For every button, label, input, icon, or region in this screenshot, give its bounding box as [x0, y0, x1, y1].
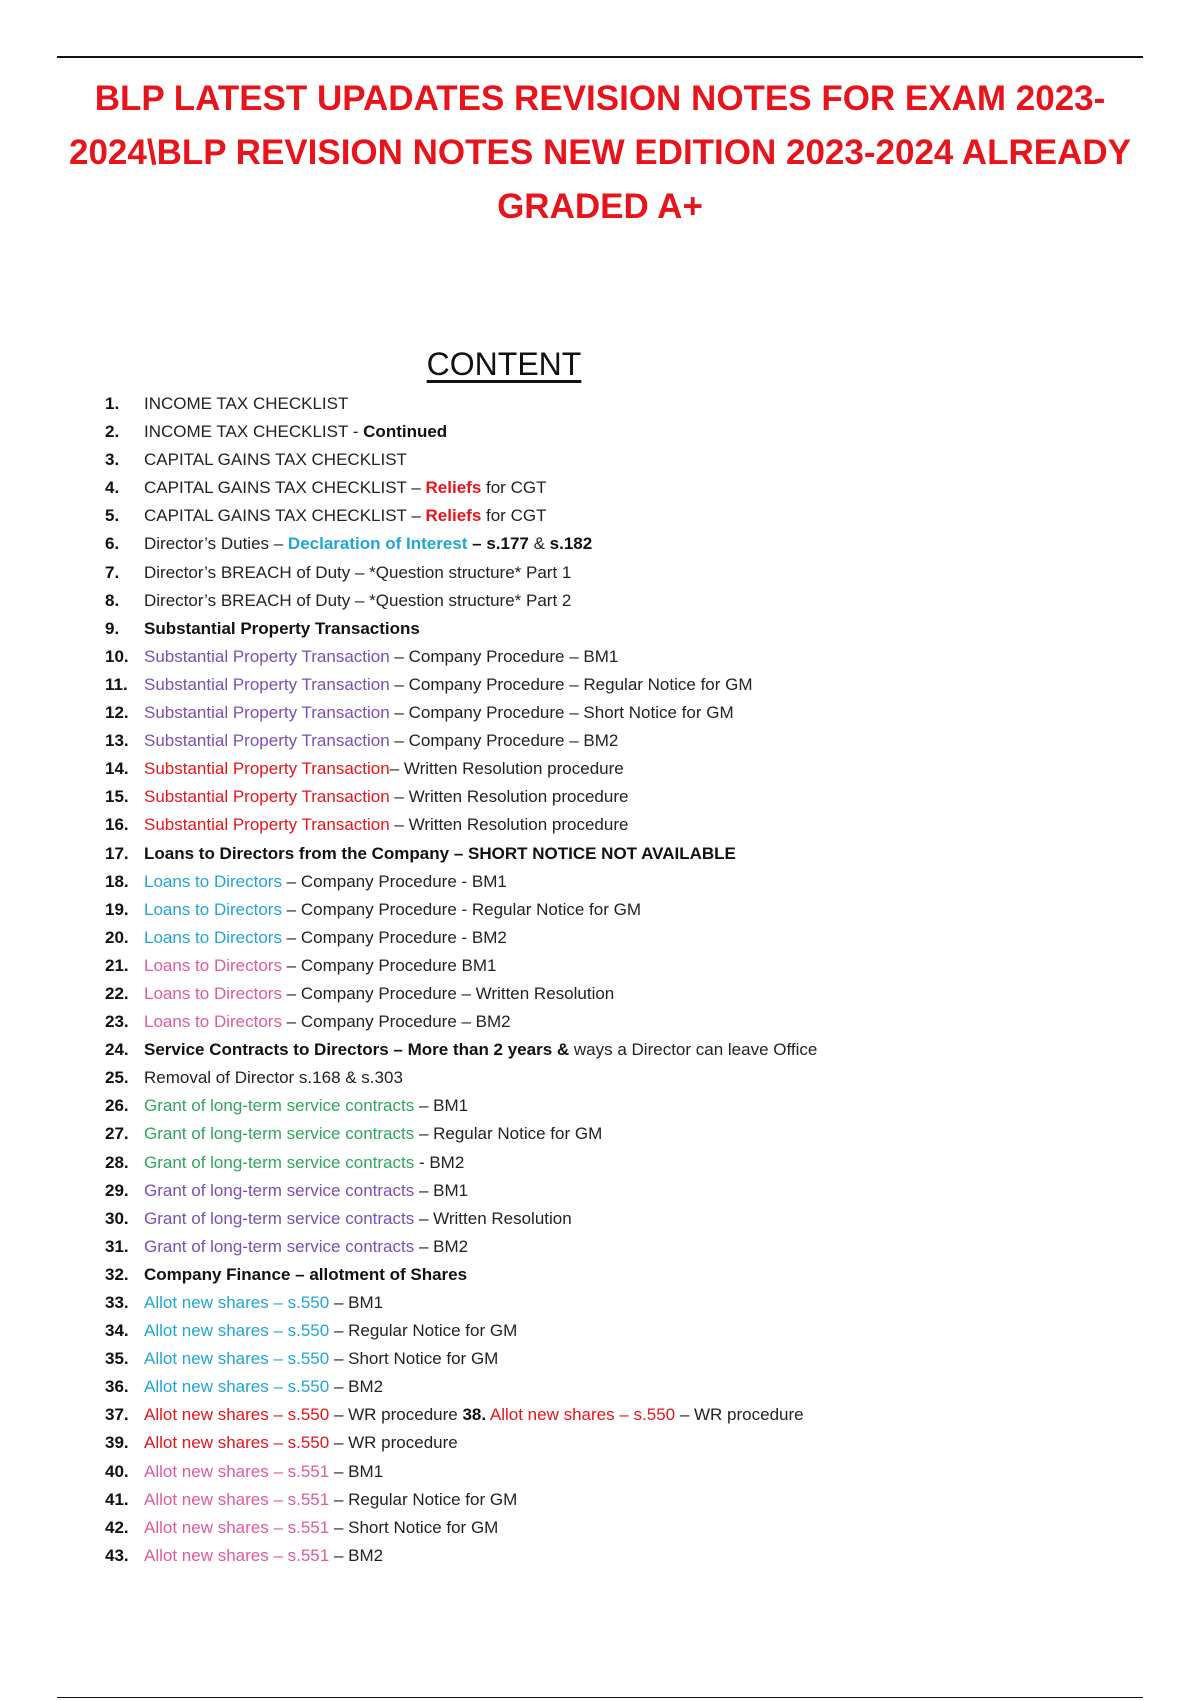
toc-item-text: – Short Notice for GM [329, 1517, 499, 1537]
toc-item [105, 1429, 1105, 1457]
toc-item-number: 23. [105, 1012, 129, 1032]
toc-item [105, 390, 1105, 418]
toc-item-text: CAPITAL GAINS TAX CHECKLIST – [144, 506, 426, 526]
toc-item-text: CAPITAL GAINS TAX CHECKLIST – [144, 478, 426, 498]
toc-item-text: – Written Resolution procedure [389, 787, 629, 807]
toc-item [105, 1149, 1105, 1177]
toc-item-number: 25. [105, 1068, 129, 1088]
toc-item-text: Substantial Property Transaction [144, 815, 390, 835]
toc-item-text: – BM2 [329, 1377, 384, 1397]
toc-item [105, 1345, 1105, 1373]
toc-item [105, 980, 1105, 1008]
toc-item-text: Grant of long-term service contracts [144, 1208, 415, 1228]
toc-item-number: 12. [105, 703, 129, 723]
toc-item-text: Loans to Directors [144, 955, 282, 975]
toc-item [105, 1373, 1105, 1401]
toc-item-text: Allot new shares – s.550 [489, 1405, 676, 1425]
toc-item-text: Declaration of Interest [287, 534, 468, 554]
toc-item-number: 5. [105, 506, 120, 526]
toc-item-text: Allot new shares – s.550 [144, 1321, 330, 1341]
toc-item [105, 783, 1105, 811]
toc-item-text: 38. [462, 1405, 487, 1425]
toc-item-number: 34. [105, 1321, 129, 1341]
toc-item-number: 17. [105, 843, 129, 863]
toc-item [105, 727, 1105, 755]
toc-item-text: – BM1 [329, 1461, 384, 1481]
toc-item-text: – Company Procedure - BM1 [281, 871, 507, 891]
toc-item-text: – Company Procedure – Regular Notice for GM [389, 674, 753, 694]
toc-item-text: – BM1 [414, 1096, 469, 1116]
toc-item [105, 643, 1105, 671]
toc-item-text: Allot new shares – s.550 [144, 1377, 330, 1397]
toc-item [105, 1289, 1105, 1317]
toc-item-number: 3. [105, 450, 120, 470]
toc-item [105, 587, 1105, 615]
toc-item-text: – Regular Notice for GM [329, 1489, 518, 1509]
title-line-3: GRADED A+ [497, 187, 703, 226]
toc-item-text: Allot new shares – s.551 [144, 1545, 330, 1565]
toc-item [105, 699, 1105, 727]
toc-item-number: 8. [105, 590, 120, 610]
toc-item [105, 811, 1105, 839]
toc-item-text: Substantial Property Transaction [144, 674, 390, 694]
toc-item-number: 20. [105, 927, 129, 947]
toc-item-number: 36. [105, 1377, 129, 1397]
toc-item [105, 1092, 1105, 1120]
toc-item [105, 1486, 1105, 1514]
toc-item-text: & [528, 534, 550, 554]
toc-item-number: 41. [105, 1489, 129, 1509]
toc-item-number: 14. [105, 759, 129, 779]
toc-item [105, 1401, 1105, 1429]
toc-item [105, 1542, 1105, 1570]
toc-item-text: Loans to Directors from the Company – SHORT NOTICE NOT AVAILABLE [144, 843, 736, 863]
toc-item-number: 32. [105, 1264, 129, 1284]
toc-item-text: – Regular Notice for GM [414, 1124, 603, 1144]
toc-item-number: 2. [105, 422, 120, 442]
toc-item-text: Grant of long-term service contracts [144, 1152, 415, 1172]
toc-item [105, 1120, 1105, 1148]
toc-item-number: 37. [105, 1405, 129, 1425]
toc-item-text: – Written Resolution [414, 1208, 572, 1228]
toc-item-text: Director’s Duties – [144, 534, 288, 554]
toc-item-text: Allot new shares – s.551 [144, 1461, 330, 1481]
toc-item-number: 33. [105, 1293, 129, 1312]
toc-item [105, 1317, 1105, 1345]
toc-item-text: Allot new shares – s.550 [144, 1349, 330, 1369]
toc-item-number: 27. [105, 1124, 129, 1144]
document-title [40, 72, 1160, 234]
toc-item-number: 26. [105, 1096, 129, 1116]
toc-item-text: – Company Procedure - BM2 [281, 927, 507, 947]
toc-item-text: Substantial Property Transaction [144, 646, 390, 666]
toc-item [105, 1036, 1105, 1064]
toc-item-text: Substantial Property Transaction [144, 787, 390, 807]
toc-item-text: s.182 [549, 534, 593, 554]
toc-item-number: 35. [105, 1349, 129, 1369]
toc-item [105, 952, 1105, 980]
toc-item [105, 1008, 1105, 1036]
content-heading: CONTENT [426, 346, 582, 382]
toc-item-text: Loans to Directors [144, 927, 282, 947]
title-line-2: 2024\BLP REVISION NOTES NEW EDITION 2023-2024 ALREADY [69, 133, 1131, 172]
toc-item-number: 29. [105, 1180, 129, 1200]
toc-item-text: Substantial Property Transactions [144, 618, 420, 638]
toc-item-text: - BM2 [414, 1152, 465, 1172]
table-of-contents [105, 390, 1105, 1570]
toc-item-text: Grant of long-term service contracts [144, 1096, 415, 1116]
top-rule [57, 56, 1143, 58]
title-line-1: BLP LATEST UPADATES REVISION NOTES FOR EXAM 2023- [94, 79, 1106, 118]
toc-item-number: 18. [105, 871, 129, 891]
toc-item-text: – Company Procedure – BM2 [281, 1012, 511, 1032]
toc-item-text: – WR procedure [329, 1433, 458, 1453]
toc-item [105, 896, 1105, 924]
toc-item-text: Grant of long-term service contracts [144, 1236, 415, 1256]
toc-item [105, 474, 1105, 502]
toc-item-text: Substantial Property Transaction [144, 759, 390, 779]
toc-item-text: ways a Director can leave Office [569, 1040, 818, 1060]
toc-item-text: – Short Notice for GM [329, 1349, 499, 1369]
toc-item-text: Loans to Directors [144, 1012, 282, 1032]
toc-item-text: – BM1 [414, 1180, 469, 1200]
toc-item-number: 22. [105, 983, 129, 1003]
toc-item [105, 559, 1105, 587]
toc-item-number: 4. [105, 478, 120, 498]
toc-item-text: Reliefs [425, 478, 482, 498]
toc-item [105, 1458, 1105, 1486]
toc-item-text: Grant of long-term service contracts [144, 1180, 415, 1200]
toc-item-text: – Company Procedure – Written Resolution [281, 983, 615, 1003]
toc-item [105, 924, 1105, 952]
toc-item-text: – Company Procedure – Short Notice for GM [389, 703, 734, 723]
toc-item-text: Director’s BREACH of Duty – *Question structure* Part 2 [144, 590, 572, 610]
toc-item-number: 21. [105, 955, 129, 975]
toc-item-text: INCOME TAX CHECKLIST [144, 394, 349, 413]
toc-item-number: 11. [105, 674, 128, 694]
toc-item-text: Continued [363, 422, 448, 442]
toc-item [105, 615, 1105, 643]
toc-item-text: Substantial Property Transaction [144, 731, 390, 751]
toc-item-number: 43. [105, 1545, 129, 1565]
toc-item-text: – Written Resolution procedure [389, 815, 629, 835]
toc-item-text: Director’s BREACH of Duty – *Question structure* Part 1 [144, 562, 572, 582]
toc-item [105, 446, 1105, 474]
toc-item-number: 30. [105, 1208, 129, 1228]
toc-item [105, 868, 1105, 896]
toc-item [105, 1205, 1105, 1233]
toc-item-text: – Company Procedure - Regular Notice for GM [281, 899, 641, 919]
toc-item-number: 13. [105, 731, 129, 751]
toc-item [105, 755, 1105, 783]
toc-item-text: – Written Resolution procedure [389, 759, 624, 779]
toc-item-text: Loans to Directors [144, 871, 282, 891]
toc-item-text: – WR procedure [675, 1405, 804, 1425]
toc-item-text: – s.177 [467, 534, 529, 554]
toc-item-text: Allot new shares – s.551 [144, 1517, 330, 1537]
toc-item [105, 418, 1105, 446]
toc-item-number: 42. [105, 1517, 129, 1537]
toc-item-number: 6. [105, 534, 120, 554]
toc-item-number: 24. [105, 1040, 129, 1060]
toc-item-text: – WR procedure [329, 1405, 463, 1425]
toc-item-text: for CGT [481, 506, 547, 526]
toc-item [105, 1514, 1105, 1542]
toc-item-number: 9. [105, 618, 120, 638]
toc-item [105, 1233, 1105, 1261]
toc-item-number: 40. [105, 1461, 129, 1481]
toc-item-text: Loans to Directors [144, 983, 282, 1003]
toc-item [105, 671, 1105, 699]
toc-item-text: Allot new shares – s.551 [144, 1489, 330, 1509]
toc-item-text: – BM2 [414, 1236, 469, 1256]
toc-item-number: 16. [105, 815, 129, 835]
toc-item [105, 840, 1105, 868]
toc-item-text: – Company Procedure – BM1 [389, 646, 619, 666]
toc-item-text: Allot new shares – s.550 [144, 1433, 330, 1453]
toc-item [105, 502, 1105, 530]
toc-item-number: 10. [105, 646, 129, 666]
toc-item-number: 28. [105, 1152, 129, 1172]
toc-item-text: – BM1 [329, 1293, 384, 1312]
toc-item [105, 530, 1105, 558]
toc-item-text: Substantial Property Transaction [144, 703, 390, 723]
toc-item-text: Allot new shares – s.550 [144, 1405, 330, 1425]
toc-item-text: Service Contracts to Directors – More than 2 years & [144, 1040, 570, 1060]
toc-item-text: for CGT [481, 478, 547, 498]
toc-item-text: Loans to Directors [144, 899, 282, 919]
toc-item-text: Company Finance – allotment of Shares [144, 1264, 468, 1284]
toc-item [105, 1064, 1105, 1092]
toc-item-number: 31. [105, 1236, 129, 1256]
toc-item-number: 19. [105, 899, 129, 919]
toc-item-text: INCOME TAX CHECKLIST - [144, 422, 364, 442]
toc-item-number: 39. [105, 1433, 129, 1453]
bottom-rule [57, 1697, 1143, 1698]
toc-item-text: – BM2 [329, 1545, 384, 1565]
toc-item-text: Reliefs [425, 506, 482, 526]
toc-item-text: Removal of Director s.168 & s.303 [144, 1068, 403, 1088]
toc-item [105, 1261, 1105, 1289]
toc-item-text: Grant of long-term service contracts [144, 1124, 415, 1144]
toc-item-text: Allot new shares – s.550 [144, 1293, 330, 1312]
toc-item-text: – Company Procedure BM1 [281, 955, 497, 975]
toc-item-text: – Company Procedure – BM2 [389, 731, 619, 751]
toc-item-number: 1. [105, 394, 120, 413]
toc-item-number: 7. [105, 562, 120, 582]
toc-item-number: 15. [105, 787, 129, 807]
toc-item [105, 1177, 1105, 1205]
toc-item-text: – Regular Notice for GM [329, 1321, 518, 1341]
toc-item-text: CAPITAL GAINS TAX CHECKLIST [144, 450, 407, 470]
